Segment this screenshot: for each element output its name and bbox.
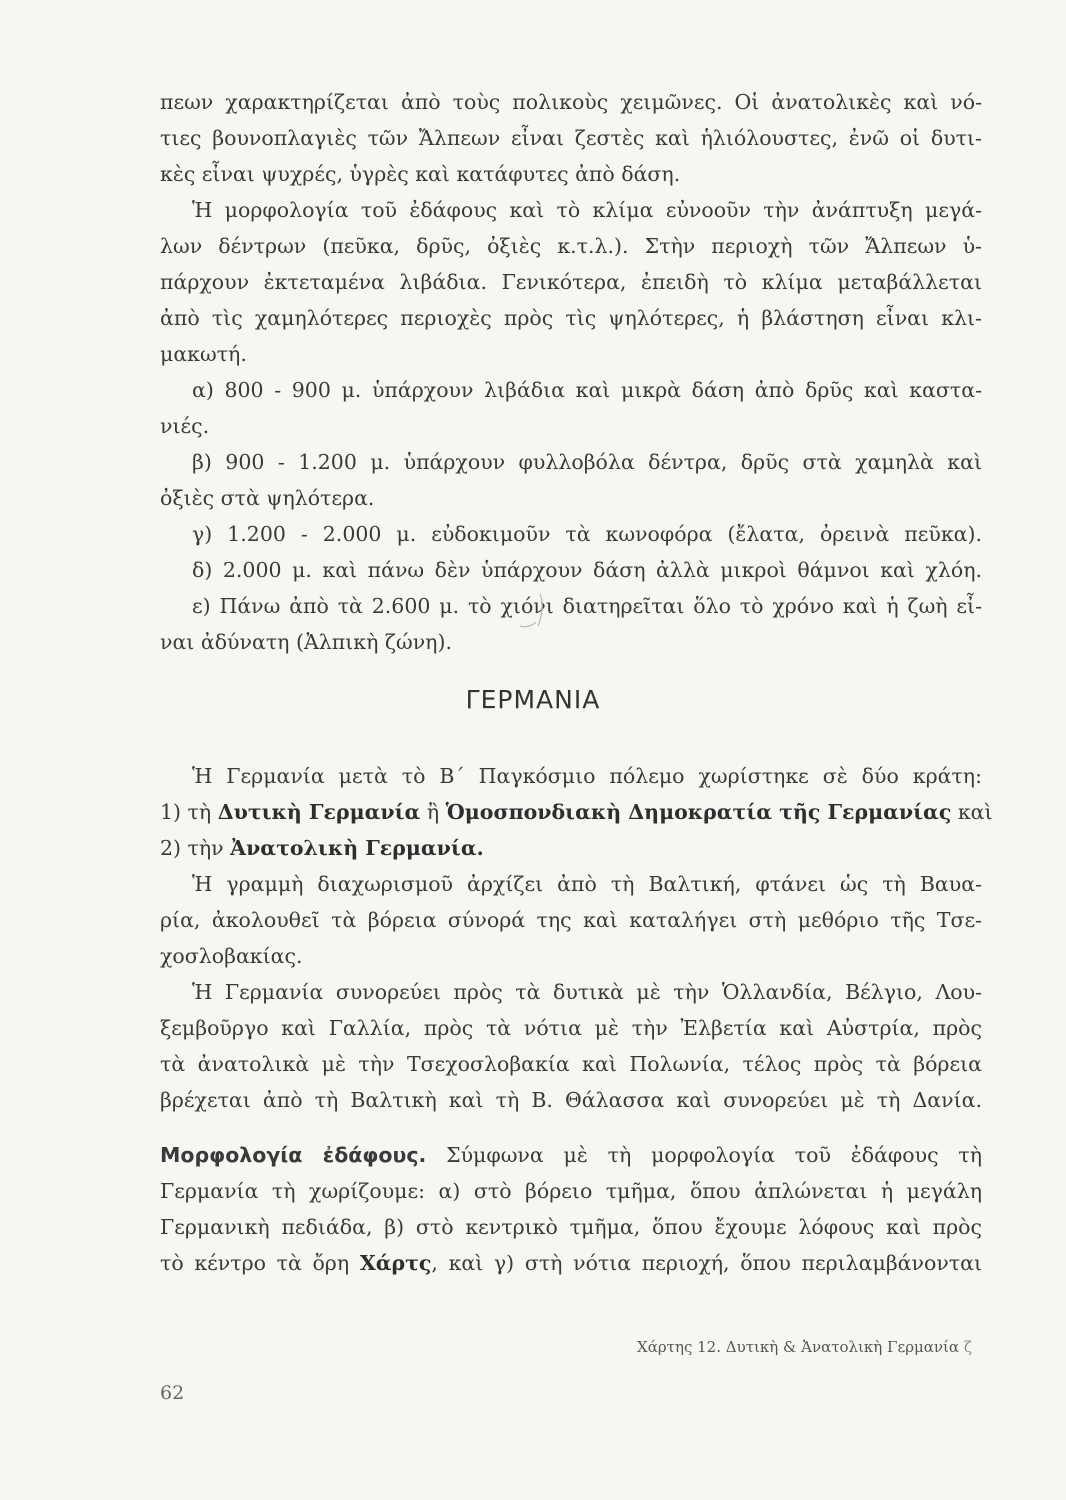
text-line: λων δέντρων (πεῦκα, δρῦς, ὀξιὲς κ.τ.λ.). Στὴν περιοχὴ τῶν Ἄλπεων ὑ- xyxy=(160,234,982,258)
page-number: 62 xyxy=(160,1382,185,1404)
text-span: τὸ κέντρο τὰ ὄρη xyxy=(160,1251,360,1275)
caption-mark: ζ xyxy=(963,1338,972,1356)
text-line: πεων χαρακτηρίζεται ἀπὸ τοὺς πολικοὺς χειμῶνες. Οἱ ἀνατολικὲς καὶ νό- xyxy=(160,90,982,114)
text-line xyxy=(160,794,993,830)
text-span: , καὶ γ) στὴ νότια περιοχή, ὅπου περιλαμβάνονται xyxy=(431,1251,982,1275)
bold-term: Ἀνατολικὴ Γερμανία. xyxy=(230,836,484,860)
text-line: ξεμβοῦργο καὶ Γαλλία, πρὸς τὰ νότια μὲ τὴν Ἐλβετία καὶ Αὐστρία, πρὸς xyxy=(160,1016,982,1040)
caption-text: Χάρτης 12. Δυτικὴ & Ἀνατολικὴ Γερμανία xyxy=(637,1338,960,1356)
text-line: τὰ ἀνατολικὰ μὲ τὴν Τσεχοσλοβακία καὶ Πολωνία, τέλος πρὸς τὰ βόρεια xyxy=(160,1052,982,1076)
text-line: ρία, ἀκολουθεῖ τὰ βόρεια σύνορά της καὶ καταλήγει στὴ μεθόριο τῆς Τσε- xyxy=(160,908,982,932)
text-line: Ἡ γραμμὴ διαχωρισμοῦ ἀρχίζει ἀπὸ τὴ Βαλτική, φτάνει ὡς τὴ Βαυα- xyxy=(192,872,982,896)
text-line: Ἡ Γερμανία συνορεύει πρὸς τὰ δυτικὰ μὲ τὴν Ὁλλανδία, Βέλγιο, Λου- xyxy=(192,980,982,1004)
text-line: πάρχουν ἐκτεταμένα λιβάδια. Γενικότερα, ἐπειδὴ τὸ κλίμα μεταβάλλεται xyxy=(160,270,982,294)
text-line: Γερμανικὴ πεδιάδα, β) στὸ κεντρικὸ τμῆμα, ὅπου ἔχουμε λόφους καὶ πρὸς xyxy=(160,1215,982,1239)
text-line: Ἡ Γερμανία μετὰ τὸ Β΄ Παγκόσμιο πόλεμο χωρίστηκε σὲ δύο κράτη: xyxy=(192,764,982,788)
section-heading: ΓΕΡΜΑΝΙΑ xyxy=(465,685,601,714)
germany-paragraph xyxy=(160,758,993,1118)
text-span: 1) τὴ xyxy=(160,800,218,824)
text-line xyxy=(160,830,982,866)
text-span: 2) τὴν xyxy=(160,836,231,860)
text-line: τιες βουνοπλαγιὲς τῶν Ἄλπεων εἶναι ζεστὲς καὶ ἡλιόλουστες, ἐνῶ οἱ δυτι- xyxy=(160,126,982,150)
text-line: ἀπὸ τὶς χαμηλότερες περιοχὲς πρὸς τὶς ψηλότερες, ἡ βλάστηση εἶναι κλι- xyxy=(160,306,982,330)
text-line: νιές. xyxy=(160,414,210,438)
text-line: Ἡ μορφολογία τοῦ ἐδάφους καὶ τὸ κλίμα εὐνοοῦν τὴν ἀνάπτυξη μεγά- xyxy=(192,198,982,222)
bold-term: Ὁμοσπονδιακὴ Δημοκρατία τῆς Γερμανίας xyxy=(445,800,952,824)
bold-term: Χάρτς xyxy=(359,1251,432,1275)
list-item-a: α) 800 - 900 μ. ὑπάρχουν λιβάδια καὶ μικρὰ δάση ἀπὸ δρῦς καὶ καστα- xyxy=(192,378,982,402)
list-item-d: δ) 2.000 μ. καὶ πάνω δὲν ὑπάρχουν δάση ἀλλὰ μικροὶ θάμνοι καὶ χλόη. xyxy=(192,558,982,582)
text-line: μακωτή. xyxy=(160,342,247,366)
pencil-mark-icon xyxy=(512,592,548,632)
text-span: Σύμφωνα μὲ τὴ μορφολογία τοῦ ἐδάφους τὴ xyxy=(426,1143,982,1167)
text-line xyxy=(160,1245,982,1281)
alps-vegetation-paragraph xyxy=(160,84,982,660)
morphology-paragraph xyxy=(160,1137,982,1281)
map-caption xyxy=(0,1338,972,1356)
list-item-b: β) 900 - 1.200 μ. ὑπάρχουν φυλλοβόλα δέντρα, δρῦς στὰ χαμηλὰ καὶ xyxy=(192,450,982,474)
text-line: ὀξιὲς στὰ ψηλότερα. xyxy=(160,486,375,510)
text-line xyxy=(160,1137,982,1173)
list-item-e: ε) Πάνω ἀπὸ τὰ 2.600 μ. τὸ χιόνι διατηρεῖται ὅλο τὸ χρόνο καὶ ἡ ζωὴ εἶ- xyxy=(192,594,982,618)
subsection-title: Μορφολογία ἐδάφους. xyxy=(160,1143,427,1167)
text-span: καὶ xyxy=(951,800,993,824)
text-line: χοσλοβακίας. xyxy=(160,944,303,968)
text-span: ἢ xyxy=(420,800,446,824)
text-line: Γερμανία τὴ χωρίζουμε: α) στὸ βόρειο τμῆμα, ὅπου ἁπλώνεται ἡ μεγάλη xyxy=(160,1179,982,1203)
bold-term: Δυτικὴ Γερμανία xyxy=(217,800,421,824)
text-line: ναι ἀδύνατη (Ἀλπικὴ ζώνη). xyxy=(160,630,452,654)
text-line: βρέχεται ἀπὸ τὴ Βαλτικὴ καὶ τὴ Β. Θάλασσα καὶ συνορεύει μὲ τὴ Δανία. xyxy=(160,1088,982,1112)
text-line: κὲς εἶναι ψυχρές, ὑγρὲς καὶ κατάφυτες ἀπὸ δάση. xyxy=(160,162,681,186)
list-item-c: γ) 1.200 - 2.000 μ. εὐδοκιμοῦν τὰ κωνοφόρα (ἔλατα, ὀρεινὰ πεῦκα). xyxy=(192,522,982,546)
